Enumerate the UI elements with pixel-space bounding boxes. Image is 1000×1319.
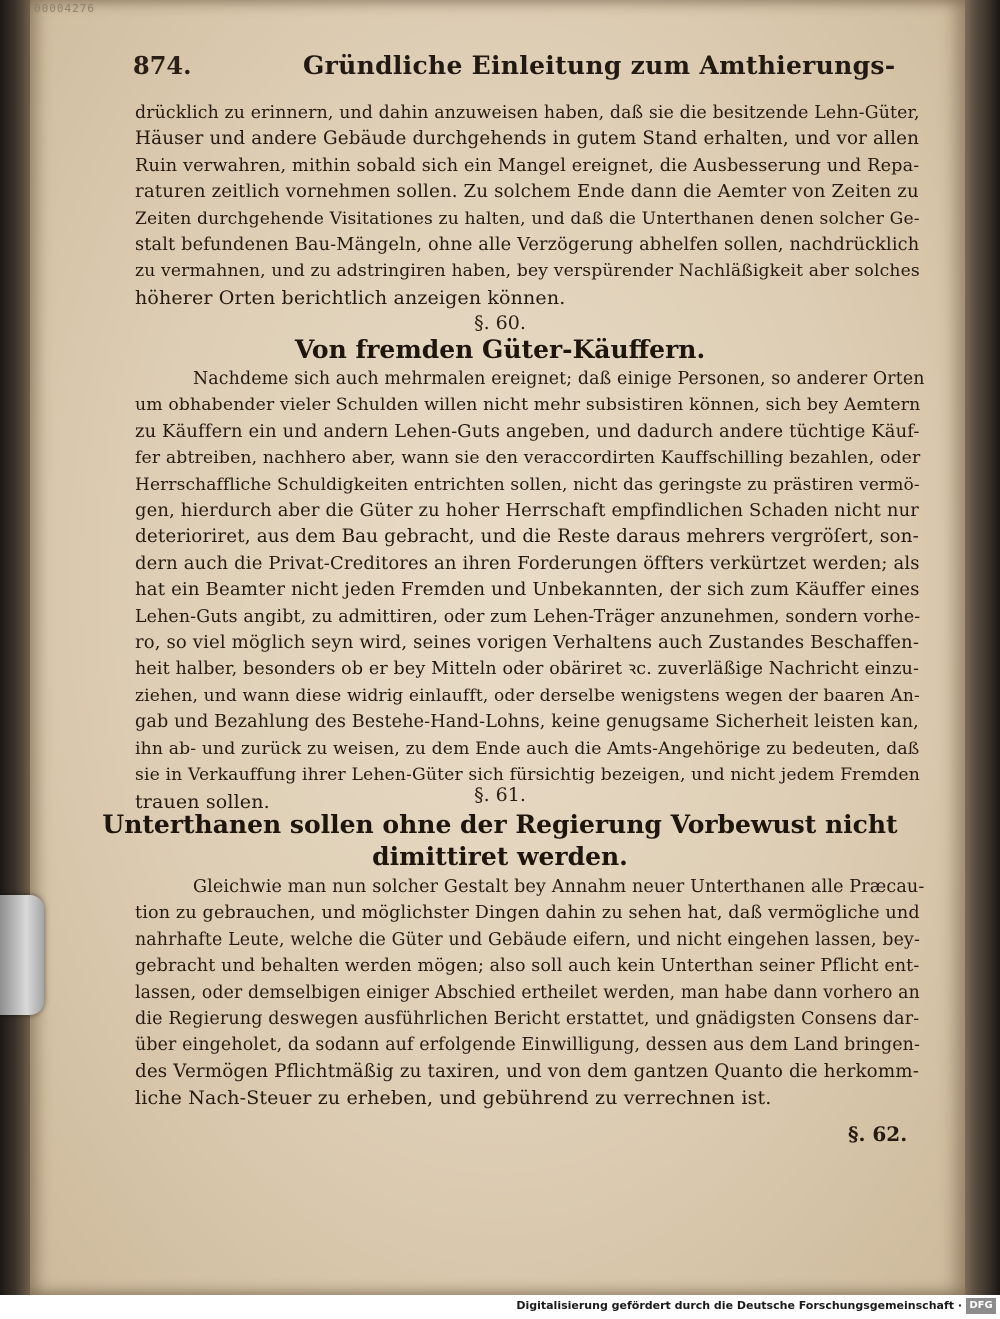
text-line: Häuser und andere Gebäude durchgehends in gutem Stand erhalten, und vor allen <box>135 128 920 150</box>
text-line: gebracht und behalten werden mögen; also soll auch kein Unterthan seiner Pflicht ent- <box>135 956 920 977</box>
text-line: ihn ab- und zurück zu weisen, zu dem Ende auch die Amts-Angehörige zu bedeuten, daß <box>135 738 920 759</box>
page-number: 874. <box>133 51 192 80</box>
text-line: Ruin verwahren, mithin sobald sich ein Mangel ereignet, die Ausbesserung und Repa- <box>135 155 920 176</box>
text-line: Lehen-Guts angibt, zu admittiren, oder zum Lehen-Träger anzunehmen, sondern vorhe- <box>135 606 921 627</box>
text-line: nahrhafte Leute, welche die Güter und Gebäude eifern, und nicht eingehen lassen, bey- <box>135 929 920 950</box>
section-60-title: Von fremden Güter-Käuffern. <box>294 335 706 364</box>
text-line: dern auch die Privat-Creditores an ihren Forderungen öffters verkürtzet werden; als <box>135 552 920 574</box>
text-line: liche Nach-Steuer zu erheben, und gebührend zu verrechnen ist. <box>135 1087 772 1110</box>
text-line: des Vermögen Pflichtmäßig zu taxiren, und von dem gantzen Quanto die herkomm- <box>135 1060 920 1082</box>
text-line: fer abtreiben, nachhero aber, wann sie den veraccordirten Kauffschilling bezahlen, oder <box>135 448 921 469</box>
text-line: gab und Bezahlung des Bestehe-Hand-Lohns, keine genugsame Sicherheit leisten kan, <box>135 712 919 733</box>
text-line: höherer Orten berichtlich anzeigen können. <box>135 286 566 309</box>
text-line: zu vermahnen, und zu adstringiren haben, bey verspürender Nachläßigkeit aber solches <box>135 261 920 282</box>
text-line: trauen sollen. <box>135 790 270 813</box>
scan-id: 00004276 <box>34 2 95 15</box>
paragraph-1 <box>135 100 927 311</box>
section-61-title-line-1: Unterthanen sollen ohne der Regierung Vorbewust nicht <box>102 810 898 839</box>
text-line: deterioriret, aus dem Bau gebracht, und die Reste daraus mehrers vergröſert, son- <box>135 526 919 548</box>
text-line: zu Käuffern ein und andern Lehen-Guts angeben, und dadurch andere tüchtige Käuf- <box>135 420 920 442</box>
dfg-logo: DFG <box>966 1298 996 1314</box>
text-line: um obhabender vieler Schulden willen nicht mehr subsistiren können, sich bey Aemtern <box>135 395 921 416</box>
text-line: Gleichwie man nun solcher Gestalt bey Annahm neuer Unterthanen alle Præcau- <box>193 877 925 897</box>
text-line: Herrschaffliche Schuldigkeiten entrichten sollen, nicht das geringste zu prästiren vermö- <box>135 474 920 495</box>
section-61-number: §. 61. <box>474 784 526 806</box>
text-line: ziehen, und wann diese widrig einlaufft, oder derselbe wenigstens wegen der baaren An- <box>135 685 920 706</box>
digitization-footer <box>0 1295 1000 1319</box>
text-line: tion zu gebrauchen, und möglichster Dingen dahin zu sehen hat, daß vermögliche und <box>135 903 920 924</box>
text-line: hat ein Beamter nicht jeden Fremden und Unbekannten, der sich zum Käuffer eines <box>135 579 920 601</box>
section-61-title-line-2: dimittiret werden. <box>372 842 628 871</box>
catchword: §. 62. <box>848 1122 908 1146</box>
section-60-number: §. 60. <box>474 312 526 334</box>
text-line: Zeiten durchgehende Visitationes zu halten, und daß die Unterthanen denen solcher Ge- <box>135 208 920 229</box>
text-line: über eingeholet, da sodann auf erfolgende Einwilligung, dessen aus dem Land bringen- <box>135 1035 921 1056</box>
page-header <box>133 45 913 85</box>
text-line: heit halber, besonders ob er bey Mitteln oder obäriret ꝛc. zuverläßige Nachricht einzu- <box>135 659 919 680</box>
paragraph-2 <box>135 366 927 815</box>
text-line: sie in Verkauffung ihrer Lehen-Güter sich fürsichtig bezeigen, und nicht jedem Fremden <box>135 765 920 786</box>
text-line: die Regierung deswegen ausführlichen Bericht erstattet, und gnädigsten Consens dar- <box>135 1009 920 1030</box>
page-clip <box>0 895 44 1015</box>
text-line: ro, so viel möglich seyn wird, seines vorigen Verhaltens auch Zustandes Beschaffen- <box>135 632 920 654</box>
paragraph-3 <box>135 874 927 1112</box>
text-line: Nachdeme sich auch mehrmalen ereignet; daß einige Personen, so anderer Orten <box>193 369 925 389</box>
text-line: raturen zeitlich vornehmen sollen. Zu solchem Ende dann die Aemter von Zeiten zu <box>135 181 919 203</box>
text-line: lassen, oder demselbigen einiger Abschied ertheilet werden, man habe dann vorhero an <box>135 982 920 1003</box>
book-binding-right <box>960 0 1000 1295</box>
text-line: stalt befundenen Bau-Mängeln, ohne alle Verzögerung abhelfen sollen, nachdrücklich <box>135 235 920 256</box>
text-line: drücklich zu erinnern, und dahin anzuweisen haben, daß sie die besitzende Lehn-Güter, <box>135 103 920 123</box>
footer-credit: Digitalisierung gefördert durch die Deutsche Forschungsgemeinschaft · <box>516 1299 962 1312</box>
running-title: Gründliche Einleitung zum Amthierungs- <box>303 51 896 80</box>
text-line: gen, hierdurch aber die Güter zu hoher Herrschaft empfindlichen Schaden nicht nur <box>135 500 920 522</box>
